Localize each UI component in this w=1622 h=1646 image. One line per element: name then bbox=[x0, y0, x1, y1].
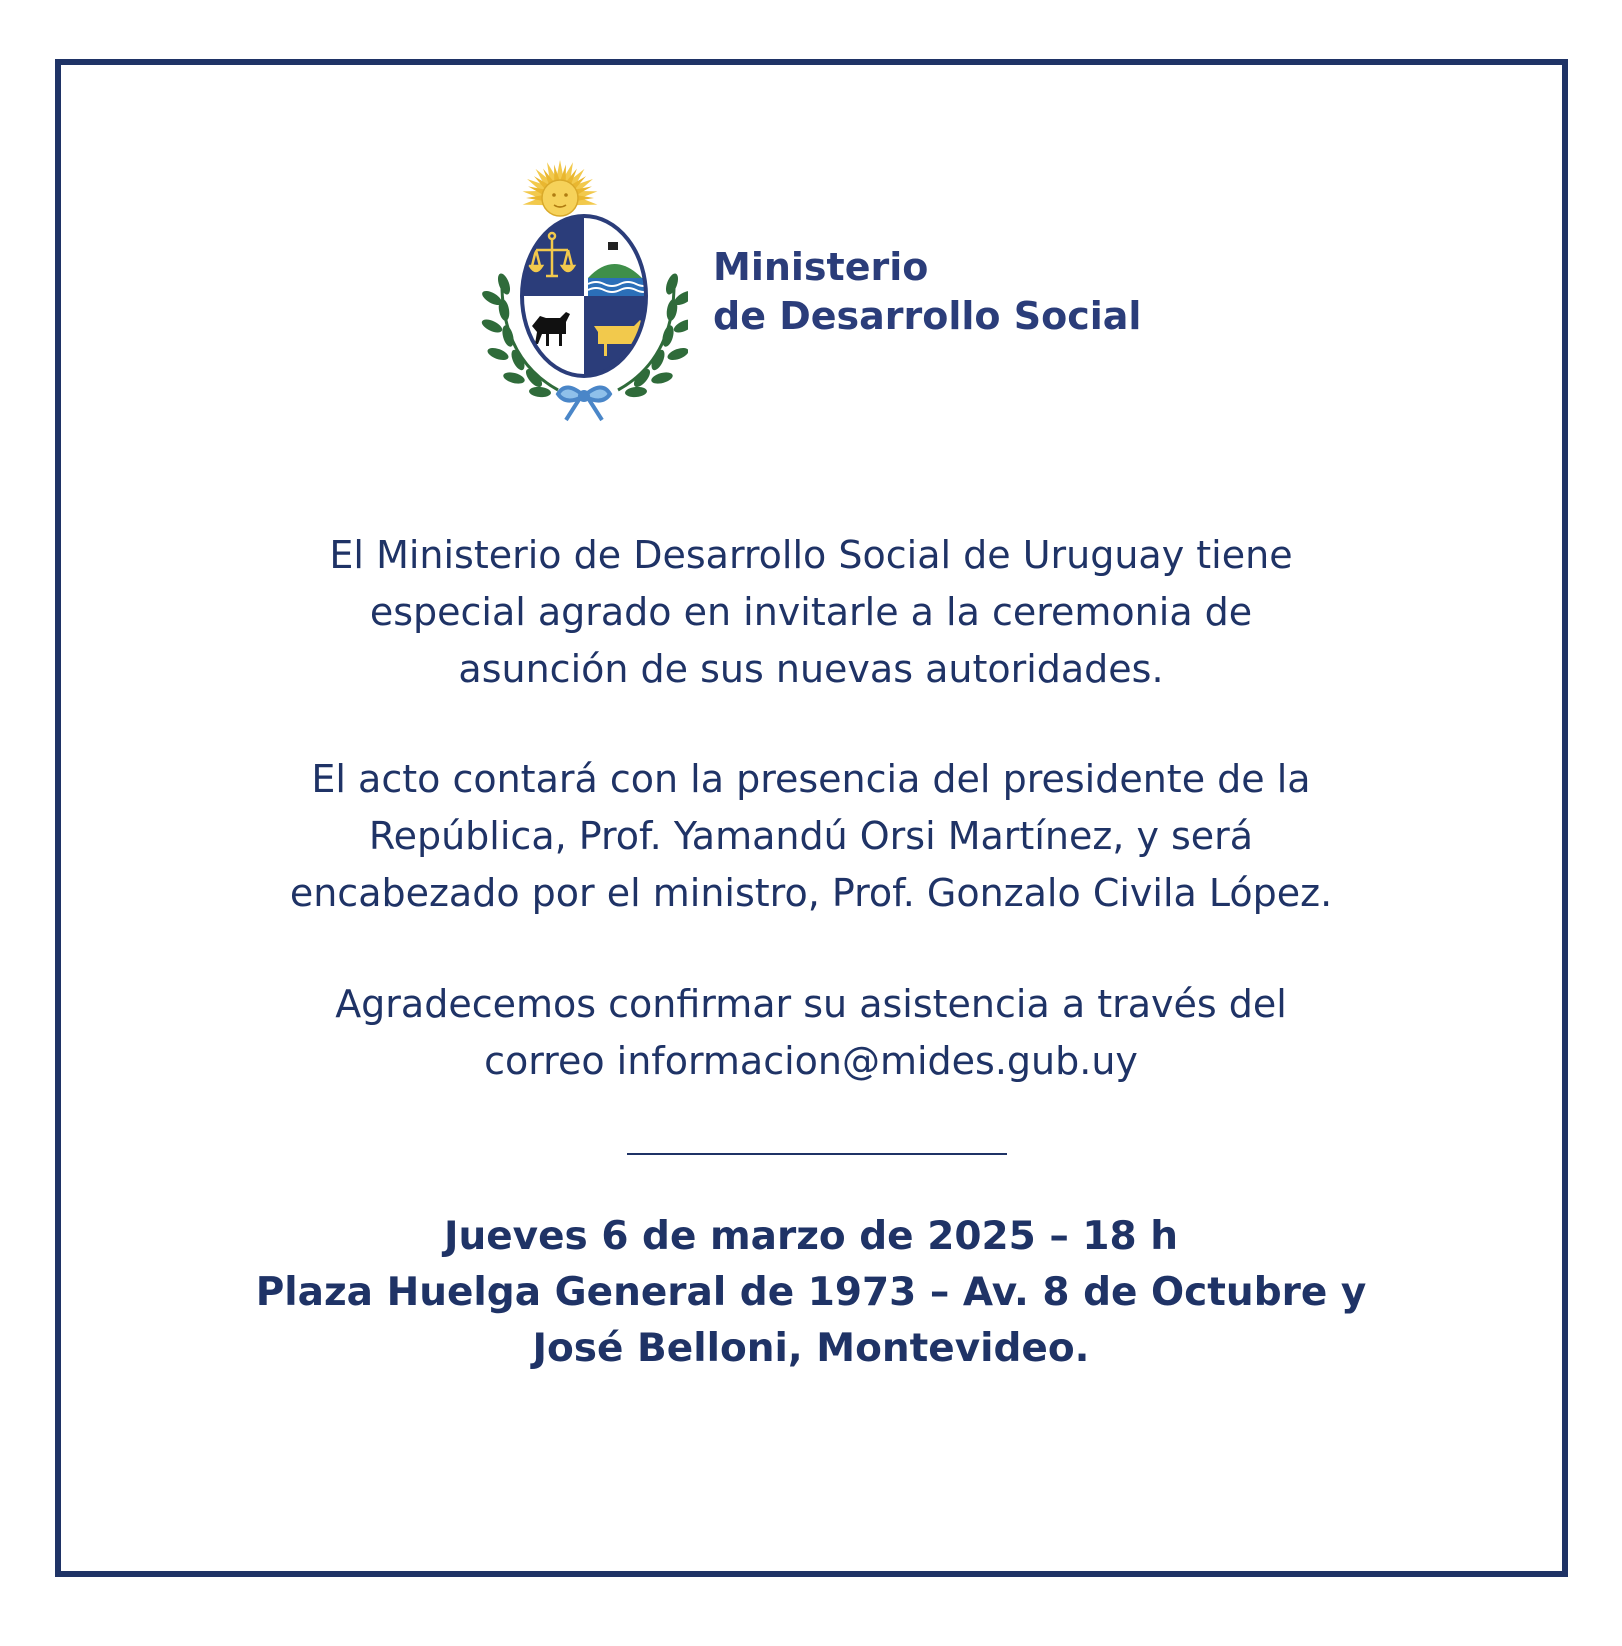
rsvp-paragraph bbox=[120, 976, 1502, 1090]
ministry-name bbox=[713, 243, 1141, 341]
event-date: Jueves 6 de marzo de 2025 – 18 h bbox=[443, 1214, 1179, 1259]
invitation-line: asunción de sus nuevas autoridades. bbox=[458, 647, 1164, 691]
attendance-paragraph bbox=[120, 751, 1502, 922]
coat-of-arms-icon bbox=[480, 158, 688, 434]
divider bbox=[627, 1153, 1007, 1155]
rsvp-email-line: correo informacion@mides.gub.uy bbox=[484, 1039, 1138, 1083]
event-location-line2: José Belloni, Montevideo. bbox=[532, 1326, 1090, 1371]
header bbox=[480, 158, 1180, 434]
event-details bbox=[120, 1209, 1502, 1377]
event-location-line1: Plaza Huelga General de 1973 – Av. 8 de Octubre y bbox=[255, 1270, 1367, 1315]
rsvp-line: Agradecemos confirmar su asistencia a través del bbox=[335, 982, 1287, 1026]
ministry-name-line1: Ministerio bbox=[713, 245, 929, 289]
invitation-line: especial agrado en invitarle a la ceremonia de bbox=[369, 590, 1253, 634]
attendance-line: República, Prof. Yamandú Orsi Martínez, y será bbox=[368, 814, 1254, 858]
shield-icon bbox=[520, 214, 652, 378]
ribbon-icon bbox=[558, 387, 610, 420]
invitation-line: El Ministerio de Desarrollo Social de Uruguay tiene bbox=[329, 533, 1293, 577]
attendance-line: encabezado por el ministro, Prof. Gonzalo Civila López. bbox=[289, 871, 1333, 915]
ministry-name-line2: de Desarrollo Social bbox=[713, 294, 1142, 338]
sun-icon bbox=[522, 160, 598, 216]
attendance-line: El acto contará con la presencia del presidente de la bbox=[311, 757, 1311, 801]
invitation-paragraph bbox=[120, 527, 1502, 698]
